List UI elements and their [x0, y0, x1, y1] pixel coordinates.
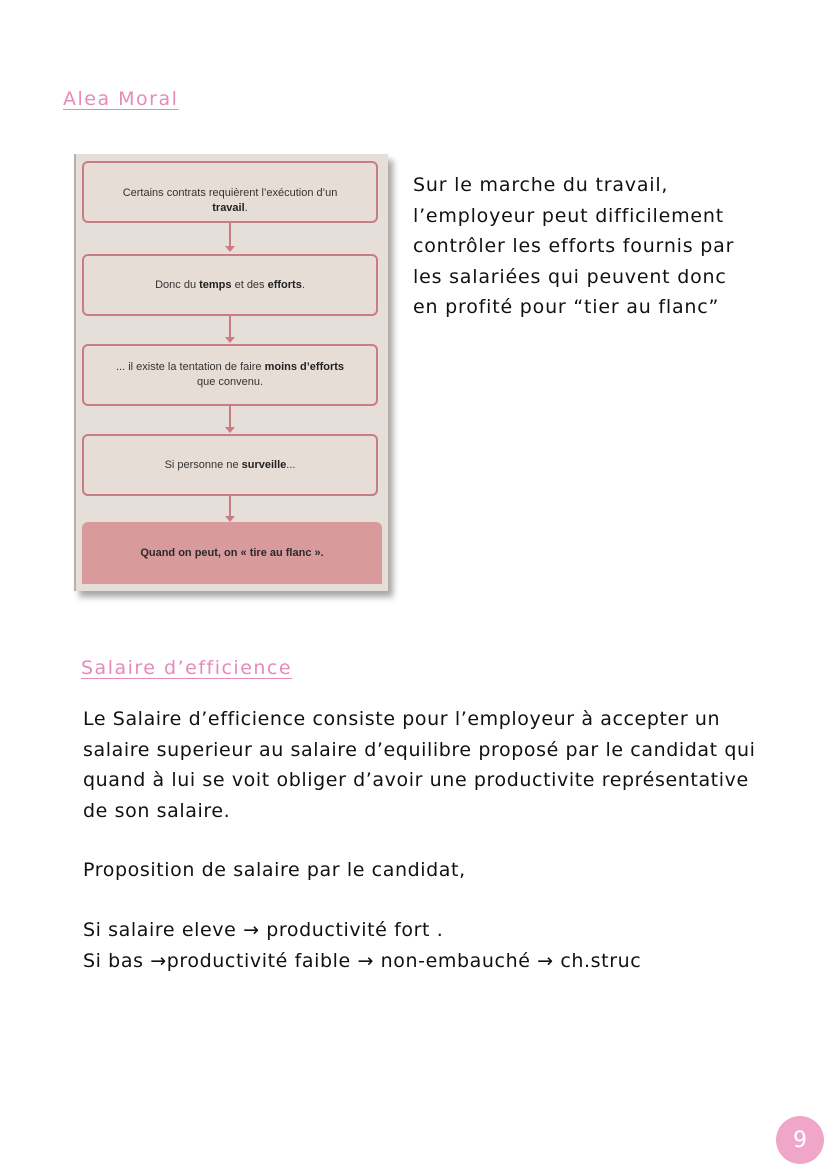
salaire-efficience-text: Le Salaire d’efficience consiste pour l’employeur à accepter un salaire superieur au salaire d’equilibre proposé par le candidat qui quand à lui se voit obliger d’avoir une productivite représentative de son salaire. — [83, 708, 756, 822]
productivity-lines — [83, 915, 773, 976]
salaire-efficience-title: Salaire d’efficience — [81, 657, 293, 679]
line-salaire-bas: Si bas →productivité faible → non-embauché → ch.struc — [83, 949, 642, 972]
alea-moral-text: Sur le marche du travail, l’employeur peut difficilement contrôler les efforts fournis par les salariées qui peuvent donc en profité pour “tier au flanc” — [413, 174, 735, 318]
flow-step-2: Donc du temps et des efforts. — [82, 254, 378, 316]
flow-arrow — [229, 316, 231, 337]
flow-step-4: Si personne ne surveille... — [82, 434, 378, 496]
alea-moral-title: Alea Moral — [63, 88, 179, 110]
page-number-badge: 9 — [776, 1116, 824, 1164]
proposition-text: Proposition de salaire par le candidat, — [83, 859, 466, 881]
flow-arrow — [229, 406, 231, 427]
flowchart-photo — [74, 154, 388, 591]
flow-step-3: ... il existe la tentation de faire moins d’efforts que convenu. — [82, 344, 378, 406]
flow-arrow — [229, 496, 231, 516]
flow-arrow — [229, 223, 231, 246]
flow-step-1: Certains contrats requièrent l’exécution d’un travail. — [82, 161, 378, 223]
flow-conclusion: Quand on peut, on « tire au flanc ». — [82, 522, 382, 584]
line-salaire-eleve: Si salaire eleve → productivité fort . — [83, 919, 444, 941]
